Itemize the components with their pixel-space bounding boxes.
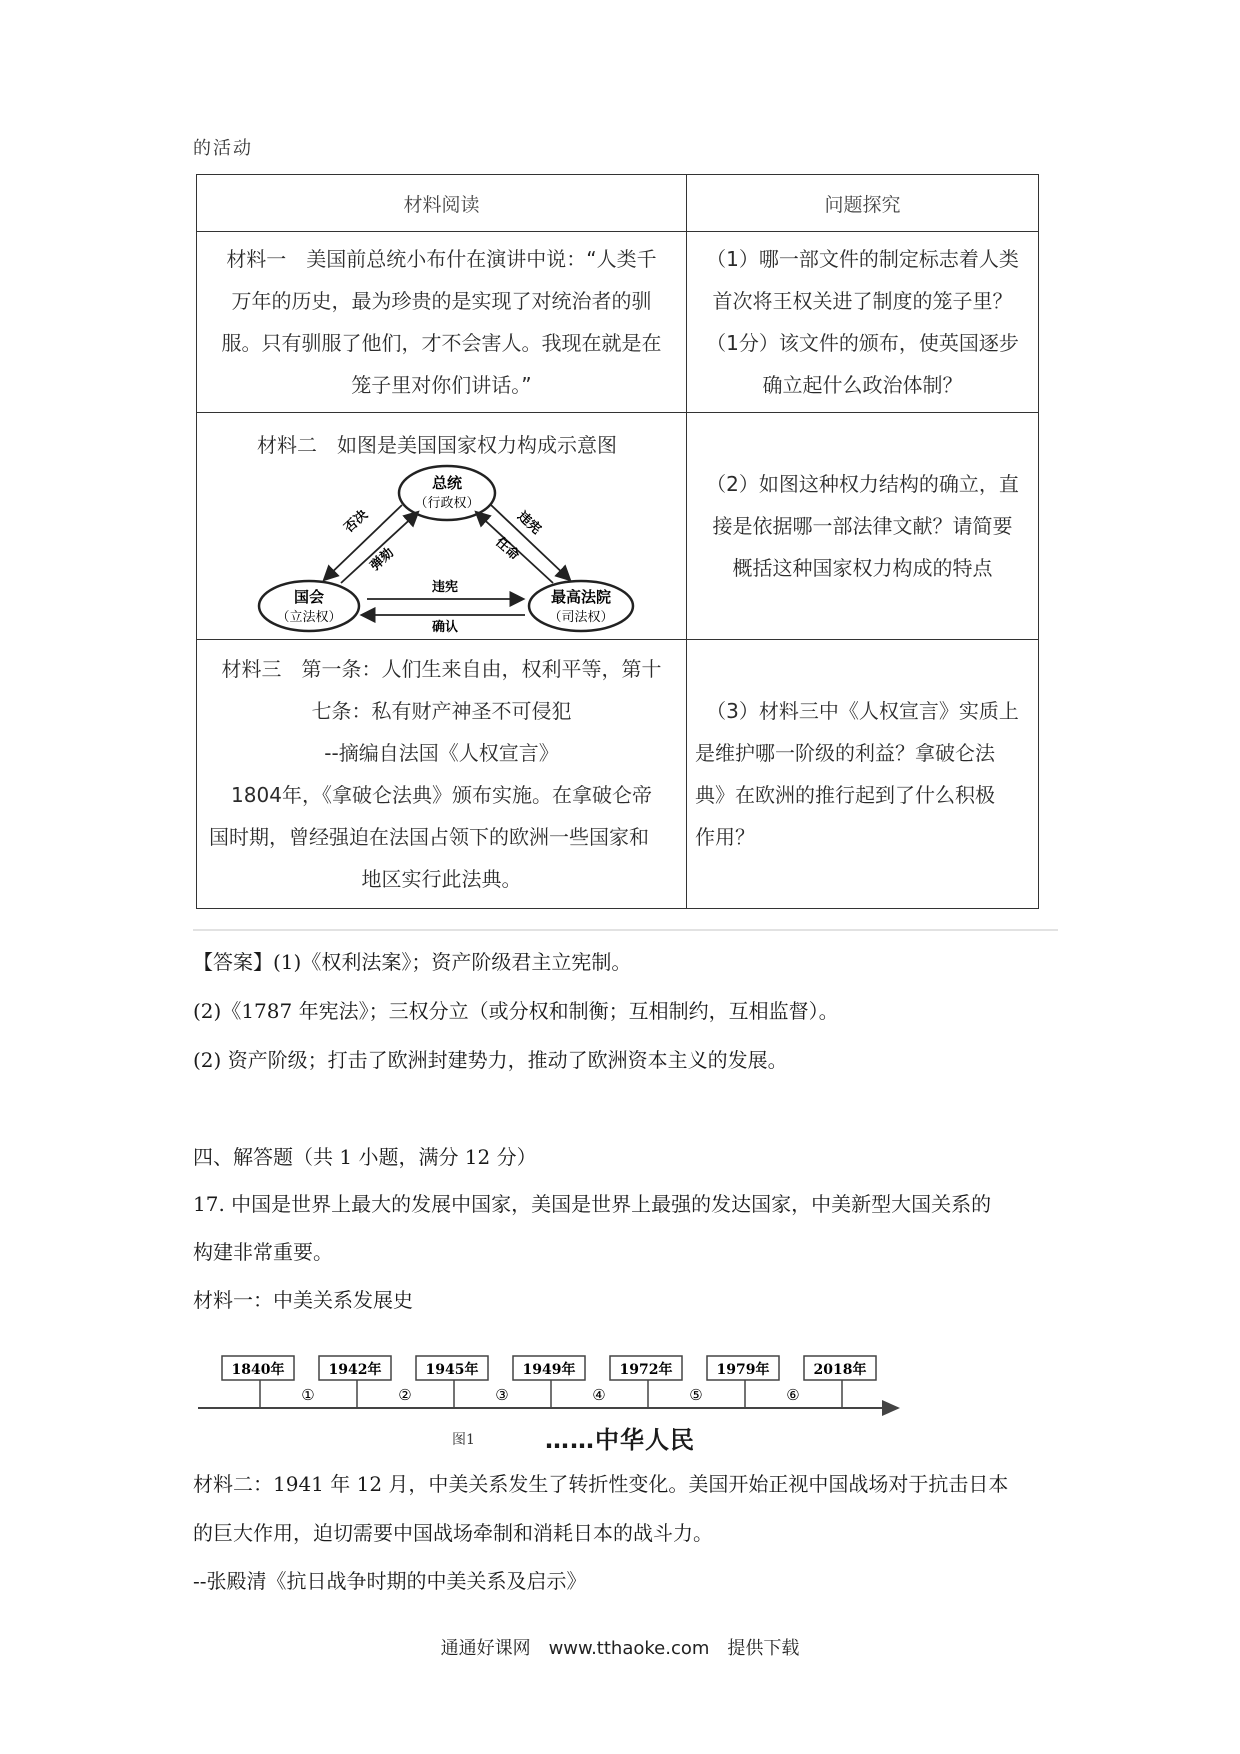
material-2-source: --张殿清《抗日战争时期的中美关系及启示》 bbox=[193, 1569, 587, 1593]
period-marker: ③ bbox=[495, 1386, 509, 1404]
impeach-label: 弹劾 bbox=[367, 545, 398, 574]
material-2-line: 材料二：1941 年 12 月，中美关系发生了转折性变化。美国开始正视中国战场对于抗击日本 bbox=[193, 1472, 1009, 1496]
svg-text:1949年: 1949年 bbox=[522, 1362, 576, 1378]
material-3-line: 1804年，《拿破仑法典》颁布实施。在拿破仑帝 bbox=[231, 783, 652, 807]
section-heading: 四、解答题（共 1 小题，满分 12 分） bbox=[193, 1145, 537, 1169]
question-1-line: 首次将王权关进了制度的笼子里？ bbox=[712, 289, 1013, 313]
material-1-line: 笼子里对你们讲话。” bbox=[351, 373, 532, 397]
material-2-cell bbox=[197, 413, 687, 640]
question-2-line: 接是依据哪一部法律文献？请简要 bbox=[712, 514, 1013, 538]
material-3-line: --摘编自法国《人权宣言》 bbox=[324, 741, 559, 765]
material-3-cell bbox=[197, 640, 687, 909]
question-1-cell bbox=[687, 232, 1039, 413]
year-box bbox=[319, 1356, 391, 1380]
watermark-stamp: ……中华人民 bbox=[545, 1426, 695, 1454]
period-marker: ⑥ bbox=[786, 1386, 800, 1404]
svg-text:1840年: 1840年 bbox=[231, 1362, 285, 1378]
year-box bbox=[222, 1356, 294, 1380]
congress-label: 国会 bbox=[293, 588, 325, 606]
court-label: 最高法院 bbox=[550, 588, 612, 606]
question-3-line: 是维护哪一阶级的利益？拿破仑法 bbox=[695, 741, 995, 765]
president-label: 总统 bbox=[431, 474, 463, 492]
confirm-label: 确认 bbox=[431, 620, 459, 635]
material-2-line: 的巨大作用，迫切需要中国战场牵制和消耗日本的战斗力。 bbox=[193, 1521, 713, 1545]
svg-text:1945年: 1945年 bbox=[425, 1362, 479, 1378]
material-3-line: 七条：私有财产神圣不可侵犯 bbox=[311, 699, 572, 723]
question-2-line: 概括这种国家权力构成的特点 bbox=[732, 556, 993, 580]
table-row bbox=[197, 640, 1039, 909]
question-1-line: 确立起什么政治体制？ bbox=[762, 373, 963, 397]
period-marker: ① bbox=[301, 1386, 315, 1404]
question-2-cell bbox=[687, 413, 1039, 640]
answer-line: 【答案】(1)《权利法案》；资产阶级君主立宪制。 bbox=[193, 950, 632, 974]
year-box bbox=[416, 1356, 488, 1380]
year-box bbox=[707, 1356, 779, 1380]
material-1-line: 服。只有驯服了他们，才不会害人。我现在就是在 bbox=[221, 331, 662, 355]
question-17-line: 17. 中国是世界上最大的发展中国家，美国是世界上最强的发达国家，中美新型大国关系的 bbox=[193, 1192, 992, 1216]
header-question-exploration: 问题探究 bbox=[687, 175, 1039, 232]
material-table bbox=[196, 174, 1039, 909]
svg-text:1942年: 1942年 bbox=[328, 1362, 382, 1378]
question-3-line: 典》在欧洲的推行起到了什么积极 bbox=[695, 783, 995, 807]
power-structure-diagram bbox=[257, 463, 637, 633]
year-box bbox=[804, 1356, 876, 1380]
svg-text:2018年: 2018年 bbox=[813, 1362, 867, 1378]
period-marker: ④ bbox=[592, 1386, 606, 1404]
svg-text:1979年: 1979年 bbox=[716, 1362, 770, 1378]
congress-sub-label: （立法权） bbox=[276, 610, 342, 625]
table-header-row bbox=[197, 175, 1039, 232]
material-3-line: 材料三 第一条：人们生来自由，权利平等，第十 bbox=[221, 657, 662, 681]
material-3-line: 国时期，曾经强迫在法国占领下的欧洲一些国家和 bbox=[209, 825, 649, 849]
question-17-line: 构建非常重要。 bbox=[193, 1240, 333, 1264]
footer-text: 通通好课网 www.tthaoke.com 提供下载 bbox=[440, 1638, 800, 1659]
question-1-line: （1）哪一部文件的制定标志着人类 bbox=[706, 247, 1019, 271]
period-marker: ⑤ bbox=[689, 1386, 703, 1404]
question-3-cell bbox=[687, 640, 1039, 909]
year-box bbox=[610, 1356, 682, 1380]
material-3-line: 地区实行此法典。 bbox=[361, 867, 522, 891]
sino-us-timeline bbox=[198, 1352, 908, 1422]
year-box bbox=[513, 1356, 585, 1380]
court-sub-label: （司法权） bbox=[548, 610, 614, 625]
material-1-line: 材料一 美国前总统小布什在演讲中说：“人类千 bbox=[226, 247, 657, 271]
unconstitutional-label-2: 违宪 bbox=[431, 580, 459, 595]
cut-off-text-fragment: 的活动 bbox=[193, 138, 253, 159]
question-2-line: （2）如图这种权力结构的确立，直 bbox=[706, 472, 1019, 496]
answer-line: (2)《1787 年宪法》；三权分立（或分权和制衡；互相制约，互相监督）。 bbox=[193, 999, 839, 1023]
president-sub-label: （行政权） bbox=[414, 496, 480, 511]
header-material-reading: 材料阅读 bbox=[197, 175, 687, 232]
table-row bbox=[197, 413, 1039, 640]
veto-label: 否决 bbox=[341, 507, 372, 536]
answer-line: (2) 资产阶级；打击了欧洲封建势力，推动了欧洲资本主义的发展。 bbox=[193, 1048, 788, 1072]
question-3-line: （3）材料三中《人权宣言》实质上 bbox=[706, 699, 1019, 723]
table-row bbox=[197, 232, 1039, 413]
timeline-ticks bbox=[260, 1380, 842, 1408]
appoint-label: 任命 bbox=[492, 534, 522, 564]
question-1-line: （1分）该文件的颁布，使英国逐步 bbox=[706, 331, 1019, 355]
question-3-line: 作用？ bbox=[695, 825, 755, 849]
svg-text:1972年: 1972年 bbox=[619, 1362, 673, 1378]
material-1-line: 万年的历史，最为珍贵的是实现了对统治者的驯 bbox=[231, 289, 652, 313]
material-1-label: 材料一：中美关系发展史 bbox=[193, 1288, 413, 1312]
material-2-title: 材料二 如图是美国国家权力构成示意图 bbox=[257, 433, 617, 457]
divider bbox=[193, 929, 1058, 931]
period-marker: ② bbox=[398, 1386, 412, 1404]
material-1-cell bbox=[197, 232, 687, 413]
figure-caption: 图1 bbox=[452, 1432, 475, 1448]
unconstitutional-label-1: 违宪 bbox=[514, 508, 544, 538]
